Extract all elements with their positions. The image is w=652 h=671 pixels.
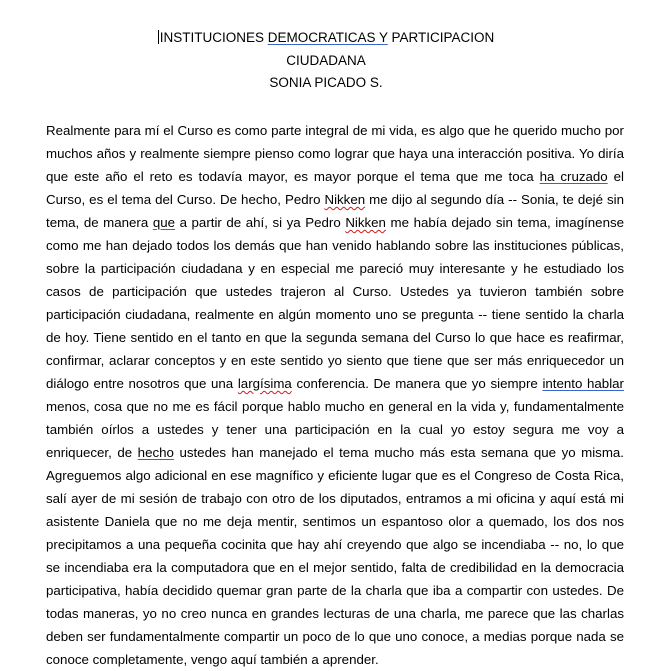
body-text-segment: a partir de ahí, si ya Pedro bbox=[175, 215, 346, 230]
title-line-1 bbox=[0, 27, 652, 50]
document-title-block bbox=[0, 27, 652, 95]
grammar-flag-intento-hablar[interactable]: intento hablar bbox=[542, 376, 624, 391]
grammar-flag-hecho[interactable]: hecho bbox=[137, 445, 174, 460]
body-text-segment: me había dejado sin tema, imagínense como me han dejado todos los demás que han venido hablando sobre las instituciones públicas, sobre la participación ciudadana y en especial me pareció muy interesante y he estudiado los casos de participación que ustedes trajeron al Curso. Ustedes ya tuvieron también sobre participación ciudadana, realmente en algún momento uno se pregunta -- tiene sentido la charla de hoy. Tiene sentido en el tanto en que la segunda semana del Curso lo que hace es reafirmar, confirmar, aclarar conceptos y en este sentido yo siento que tiene que ser más enriquecedor un diálogo entre nosotros que una bbox=[46, 215, 625, 391]
body-text-segment: el Curso, es el tema del Curso. De hecho, Pedro bbox=[46, 169, 624, 207]
title-line-2: CIUDADANA bbox=[286, 52, 366, 68]
title-grammar-flagged-text[interactable]: DEMOCRATICAS Y bbox=[267, 30, 388, 45]
body-text-segment: me dijo al segundo día -- Sonia, te dejé sin tema, de manera bbox=[46, 192, 624, 230]
grammar-flag-ha-cruzado[interactable]: ha cruzado bbox=[539, 169, 608, 184]
body-text-segment: ustedes han manejado el tema mucho más esta semana que yo misma. Agreguemos algo adicional en ese magnífico y eficiente lugar que es el Congreso de Costa Rica, salí ayer de mi sesión de trabajo con otro de los diputados, entramos a mi oficina y aquí está mi asistente Daniela que no me deja mentir, sentimos un espantoso olor a quemado, los dos nos precipitamos a una pequeña cocinita que hay ahí creyendo que algo se incendiaba -- no, lo que se incendiaba era la computadora que en el mejor sentido, falta de credibilidad en la democracia participativa, había decidido quemar gran parte de la charla que iba a compartir con ustedes. De todas maneras, yo no creo nunca en grandes lecturas de una charla, me parece que las charlas deben ser fundamentalmente compartir un poco de lo que uno conoce, a medias porque nada se conoce completamente, vengo aquí también a aprender. bbox=[46, 445, 624, 667]
body-text-segment: menos, cosa que no me es fácil porque hablo mucho en general en la vida y, fundamentalmente también oírlos a ustedes y tener una participación en la cual yo estoy segura me voy a enriquecer, de bbox=[46, 399, 624, 460]
body-paragraph[interactable] bbox=[46, 119, 624, 671]
spelling-flag-nikken-2[interactable]: Nikken bbox=[345, 215, 386, 230]
body-text-segment: Realmente para mí el Curso es como parte integral de mi vida, es algo que he querido mucho por muchos años y realmente siempre pienso como lograr que haya una interacción positiva. Yo diría que este año el reto es todavía mayor, es mayor porque el tema que me toca bbox=[46, 123, 624, 184]
spelling-flag-nikken[interactable]: Nikken bbox=[324, 192, 366, 207]
title-text-part-1: INSTITUCIONES bbox=[159, 30, 268, 45]
title-text-part-3: PARTICIPACION bbox=[387, 30, 495, 45]
spelling-flag-largisima[interactable]: largísima bbox=[237, 376, 292, 391]
body-text-segment: conferencia. De manera que yo siempre bbox=[291, 376, 543, 391]
author-name: SONIA PICADO S. bbox=[269, 75, 383, 90]
grammar-flag-que[interactable]: que bbox=[152, 215, 176, 230]
text-cursor bbox=[158, 30, 159, 44]
